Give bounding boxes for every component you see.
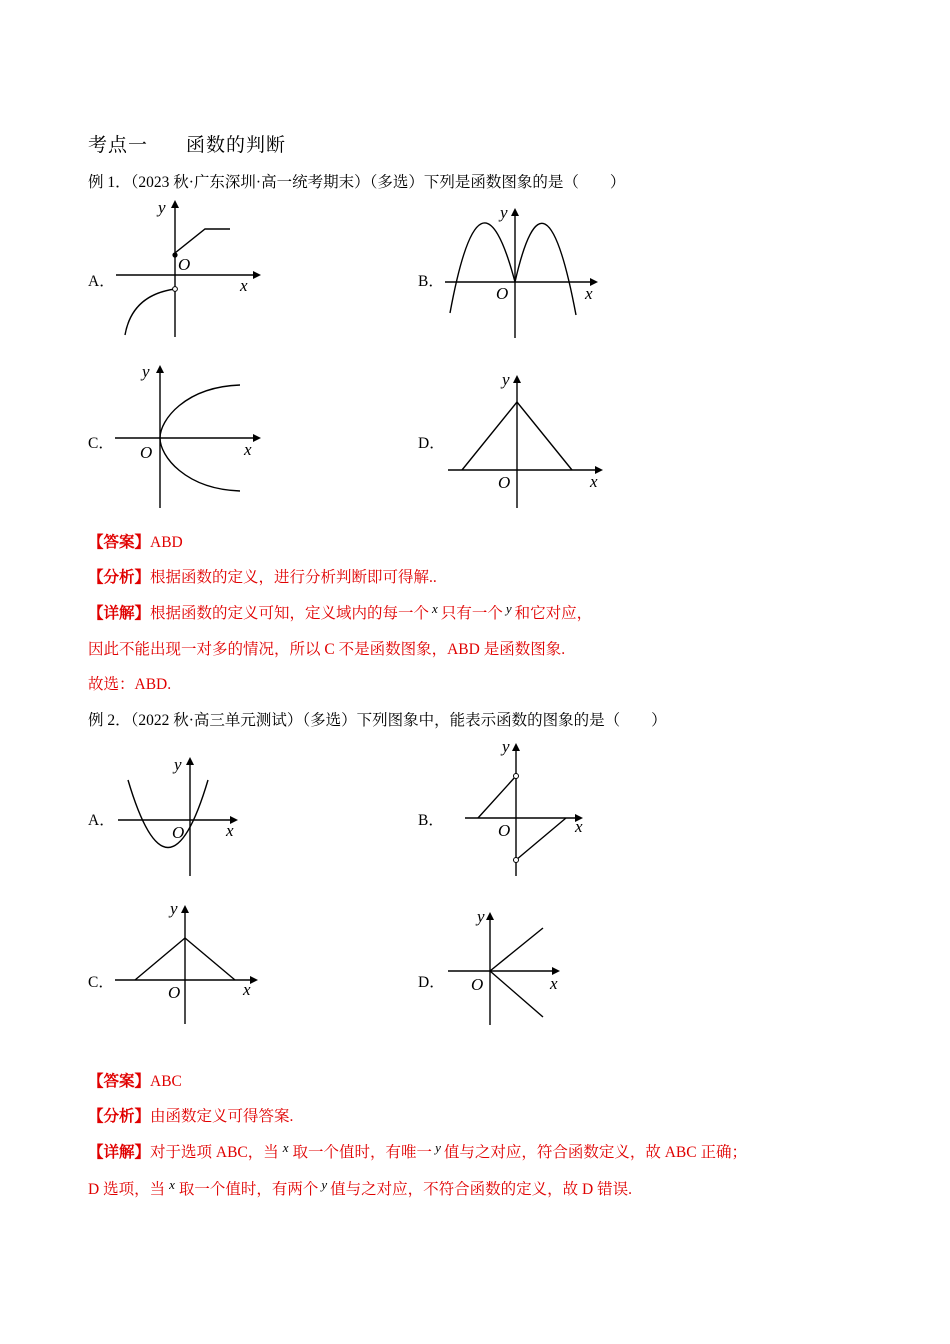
- example1-question: 例 1．（2023 秋·广东深圳·高一统考期末）（多选）下列是函数图象的是（ ）: [88, 174, 626, 191]
- ex1-option-a-label: A．: [88, 273, 115, 290]
- ex1-option-c-label: C．: [88, 435, 114, 452]
- axis-y-label: y: [502, 370, 510, 389]
- axis-y-label: y: [142, 362, 150, 381]
- axis-x-label: x: [240, 276, 248, 295]
- axis-x-label: x: [226, 821, 234, 840]
- answer-tag: 【答案】: [88, 1073, 151, 1090]
- ex1-graph-c: [110, 360, 270, 510]
- detail-text: 对于选项 ABC，当: [150, 1144, 279, 1161]
- heading-title: 函数的判断: [186, 135, 287, 156]
- ex1-option-b-label: B．: [418, 273, 444, 290]
- origin-label: O: [172, 823, 185, 842]
- ex1-graph-d: [440, 368, 610, 513]
- var-x: x: [282, 1140, 289, 1155]
- analysis-text: 由函数定义可得答案.: [150, 1108, 294, 1125]
- ex2-option-d-label: D．: [418, 974, 445, 991]
- origin-label: O: [471, 975, 484, 994]
- detail-text: 值与之对应，不符合函数的定义，故 D 错误.: [330, 1181, 632, 1198]
- detail-tag: 【详解】: [88, 1144, 151, 1161]
- var-x: x: [432, 601, 438, 616]
- ex1-graph-a: [110, 195, 270, 345]
- axis-x-label: x: [585, 284, 593, 303]
- origin-label: O: [498, 821, 511, 840]
- detail-text: 根据函数的定义可知，定义域内的每一个: [150, 605, 430, 622]
- var-y: y: [321, 1177, 328, 1192]
- detail-text: 取一个值时，有唯一: [292, 1144, 433, 1161]
- analysis-tag: 【分析】: [88, 1108, 151, 1125]
- ex1-option-d-label: D．: [418, 435, 445, 452]
- detail-text: 值与之对应，符合函数定义，故 ABC 正确；: [443, 1144, 747, 1161]
- ex1-detail-line2: 因此不能出现一对多的情况，所以 C 不是函数图象，ABD 是函数图象.: [88, 641, 566, 658]
- ex2-option-c-label: C．: [88, 974, 114, 991]
- ex2-option-a-label: A．: [88, 812, 115, 829]
- axis-y-label: y: [158, 198, 166, 217]
- axis-x-label: x: [575, 817, 583, 836]
- origin-label: O: [498, 473, 511, 492]
- axis-y-label: y: [174, 755, 182, 774]
- axis-y-label: y: [502, 737, 510, 756]
- ex1-graph-b: [440, 200, 610, 345]
- origin-label: O: [178, 255, 191, 274]
- ex1-choice: 故选：ABD.: [88, 676, 172, 693]
- var-y: y: [435, 1140, 441, 1155]
- ex1-analysis: [88, 565, 437, 587]
- axis-x-label: x: [244, 440, 252, 459]
- analysis-text: 根据函数的定义，进行分析判断即可得解..: [150, 569, 437, 586]
- detail-text: 取一个值时，有两个: [178, 1181, 319, 1198]
- detail-text: 只有一个: [440, 605, 503, 622]
- ex2-detail-line1: [88, 1140, 747, 1162]
- detail-tag: 【详解】: [88, 605, 151, 622]
- detail-text: 和它对应，: [514, 605, 593, 622]
- section-heading: [88, 130, 286, 157]
- var-y: y: [505, 601, 512, 616]
- ex2-analysis: [88, 1104, 293, 1126]
- origin-label: O: [496, 284, 509, 303]
- var-x: x: [169, 1177, 175, 1192]
- ex2-graph-a: [110, 750, 260, 880]
- example2-question: 例 2．（2022 秋·高三单元测试）（多选）下列图象中，能表示函数的图象的是（ ）: [88, 712, 667, 729]
- ex1-detail-line1: [88, 601, 592, 623]
- ex2-graph-d: [440, 905, 590, 1030]
- axis-y-label: y: [477, 907, 485, 926]
- ex2-graph-b: [460, 736, 600, 881]
- answer-text: ABD: [150, 534, 183, 551]
- ex2-detail-line2: [88, 1177, 632, 1199]
- ex2-option-b-label: B．: [418, 812, 444, 829]
- axis-y-label: y: [500, 203, 508, 222]
- origin-label: O: [140, 443, 153, 462]
- origin-label: O: [168, 983, 181, 1002]
- axis-x-label: x: [550, 974, 558, 993]
- ex1-answer: [88, 530, 183, 552]
- answer-text: ABC: [150, 1073, 182, 1090]
- ex2-graph-c: [110, 898, 270, 1028]
- ex2-answer: [88, 1069, 182, 1091]
- axis-y-label: y: [170, 899, 178, 918]
- axis-x-label: x: [243, 980, 251, 999]
- heading-label: 考点一: [88, 135, 149, 156]
- axis-x-label: x: [590, 472, 598, 491]
- analysis-tag: 【分析】: [88, 569, 151, 586]
- detail-text: D 选项，当: [88, 1181, 166, 1198]
- answer-tag: 【答案】: [88, 534, 151, 551]
